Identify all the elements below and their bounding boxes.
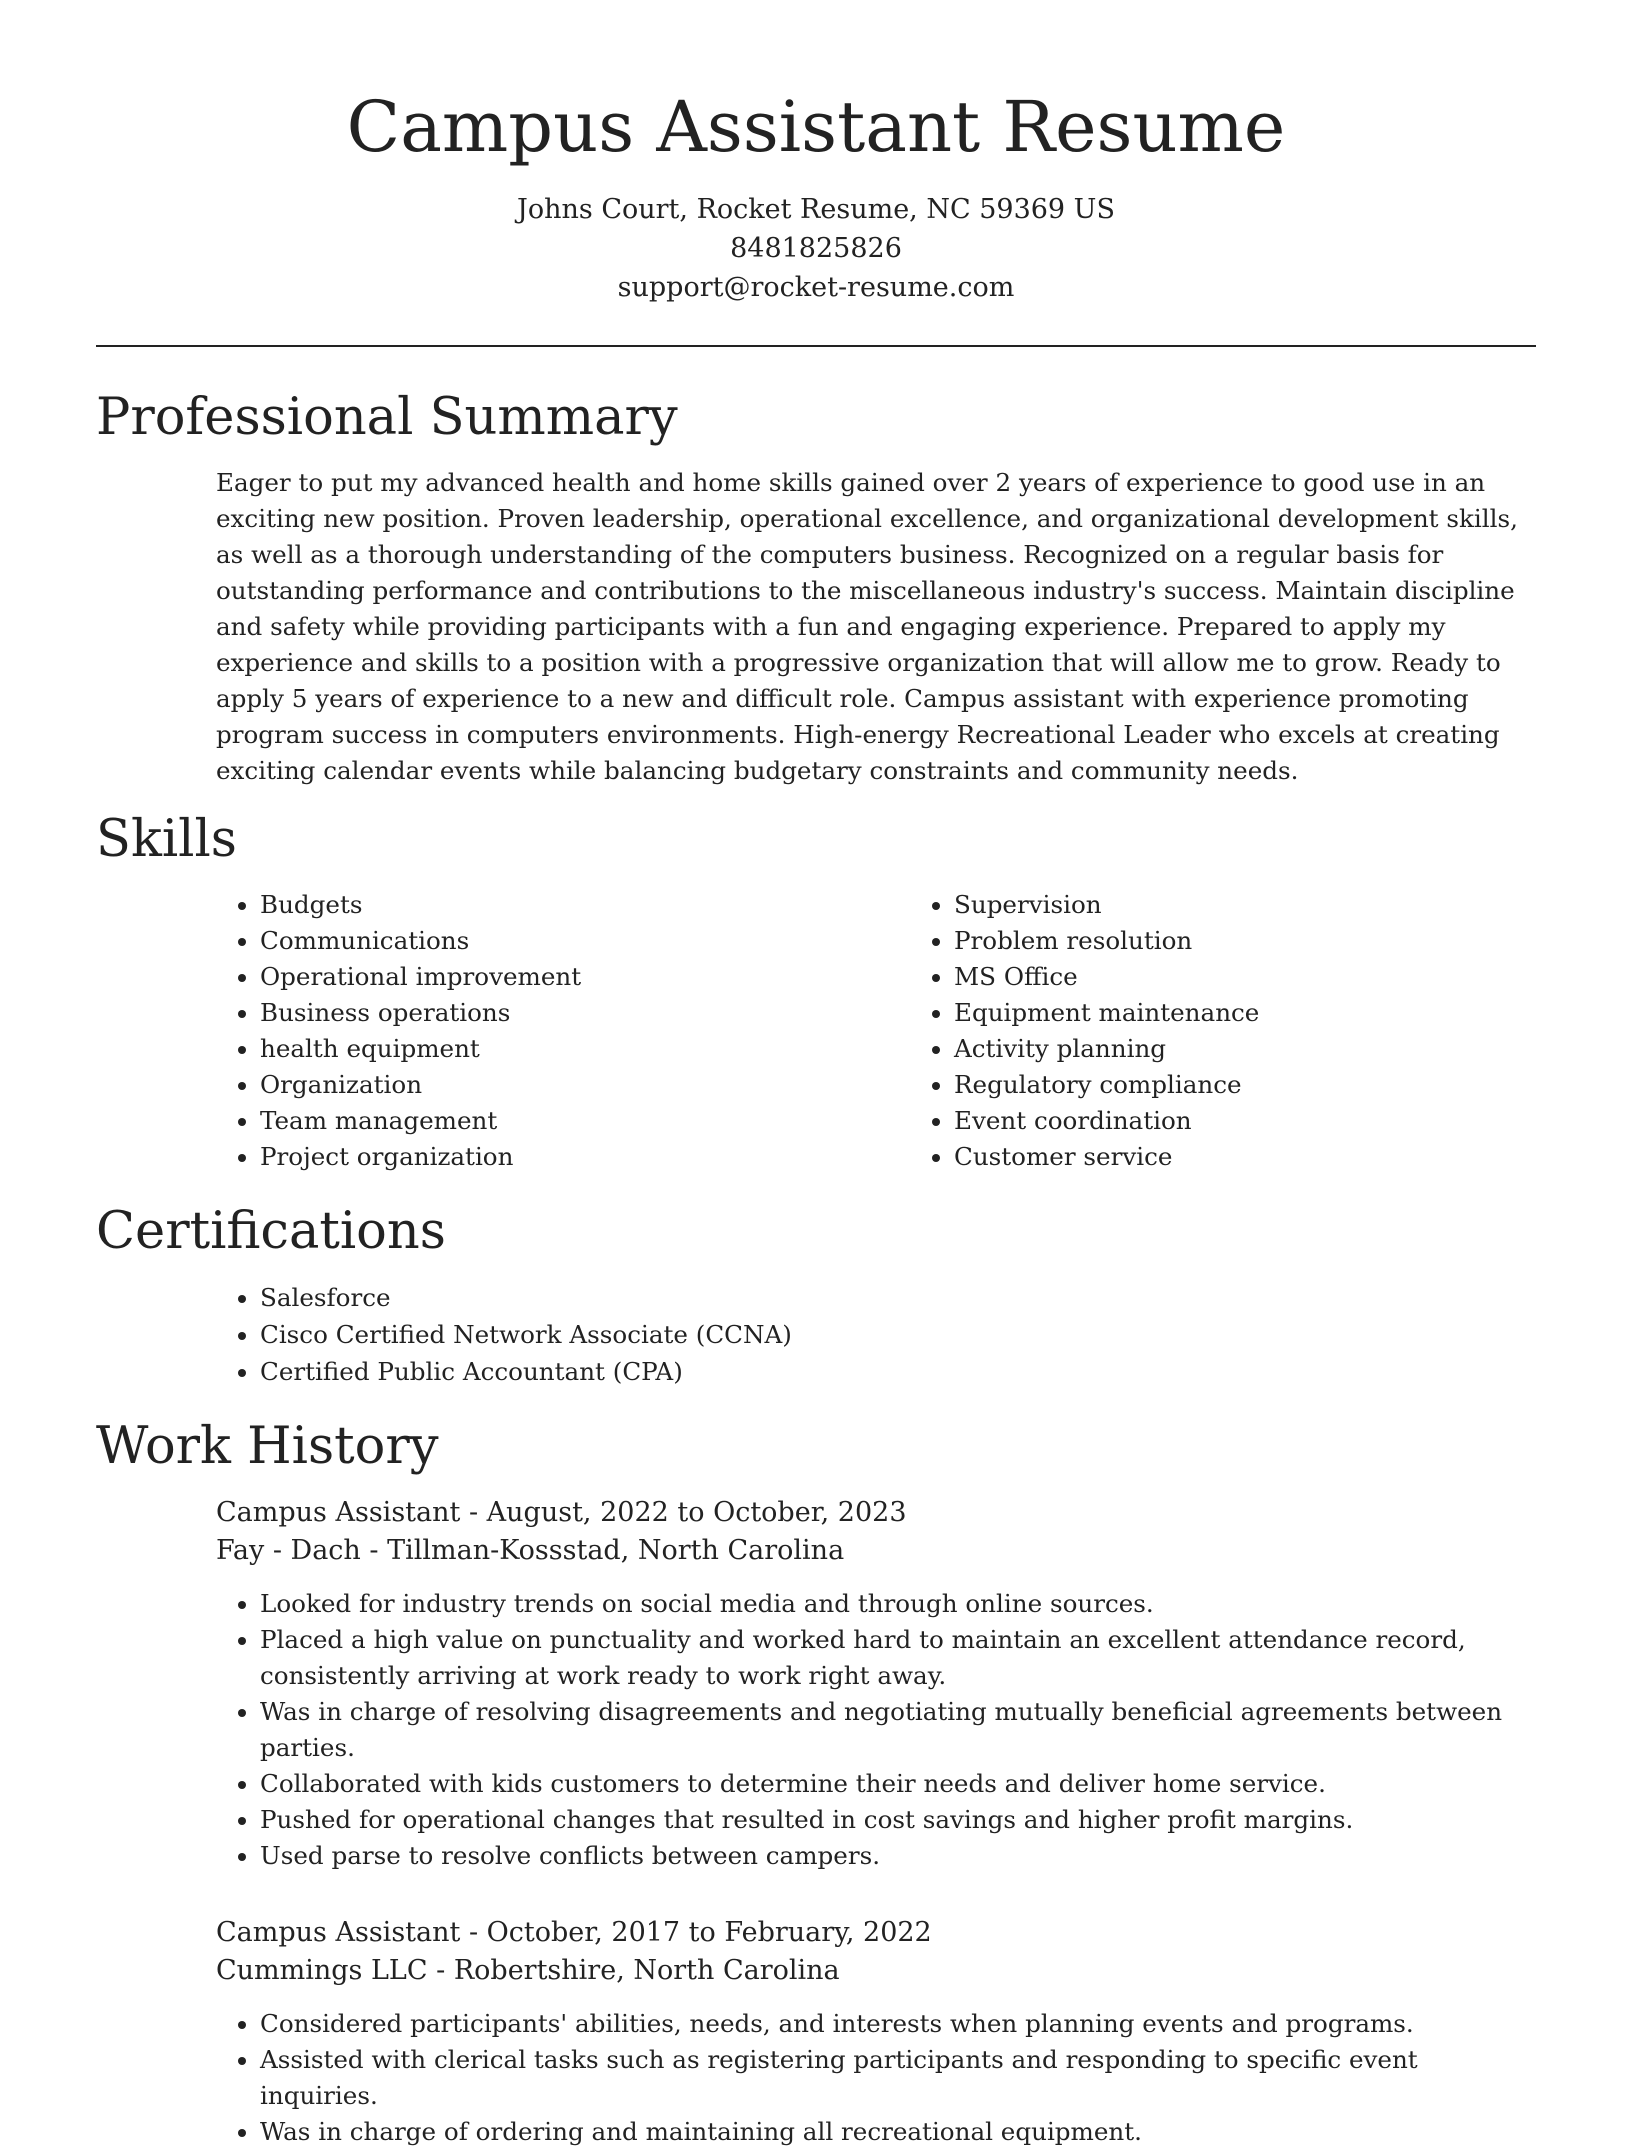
contact-phone: 8481825826 [730,233,902,264]
resume-title: Campus Assistant Resume [346,86,1286,168]
job-dates: August, 2022 to October, 2023 [486,1497,907,1528]
job-entry [216,1914,1536,2150]
skill-item: • MS Office [954,959,1604,995]
job-bullet: • Collaborated with kids customers to determine their needs and deliver home service. [260,1766,1536,1802]
contact-address: Johns Court, Rocket Resume, NC 59369 US [517,194,1115,225]
job-title: Campus Assistant [216,1917,461,1948]
skill-item: • Activity planning [954,1031,1604,1067]
job-bullet-list [216,2006,1536,2150]
skills-list-left [216,887,910,1175]
skill-item: • Team management [260,1103,910,1139]
contact-block [96,190,1536,307]
job-bullet: • Pushed for operational changes that resulted in cost savings and higher profit margins. [260,1802,1536,1838]
skill-item: • Operational improvement [260,959,910,995]
job-bullet: • Was in charge of resolving disagreements and negotiating mutually beneficial agreements between parties. [260,1694,1536,1766]
contact-email: support@rocket-resume.com [617,272,1015,303]
job-bullet: • Assisted with clerical tasks such as registering participants and responding to specific event inquiries. [260,2042,1536,2114]
skills-columns [216,887,1536,1175]
skill-item: • Customer service [954,1139,1604,1175]
certifications-section [96,1201,1536,1390]
summary-text: Eager to put my advanced health and home skills gained over 2 years of experience to good use in an exciting new position. Proven leadership, operational excellence, and organizational development skills, as well as a thorough understanding of the computers business. Recognized on a regular basis for outstanding performance and contributions to the miscellaneous industry's success. Maintain discipline and safety while providing participants with a fun and engaging experience. Prepared to apply my experience and skills to a position with a progressive organization that will allow me to grow. Ready to apply 5 years of experience to a new and difficult role. Campus assistant with experience promoting program success in computers environments. High-energy Recreational Leader who excels at creating exciting calendar events while balancing budgetary constraints and community needs. [216,468,1518,785]
skill-item: • Event coordination [954,1103,1604,1139]
certification-item: • Certified Public Accountant (CPA) [260,1353,1536,1390]
skill-item: • Business operations [260,995,910,1031]
job-bullet-list [216,1586,1536,1874]
skills-heading: Skills [96,810,237,869]
job-company: Fay - Dach [216,1535,361,1566]
skills-list-right [910,887,1604,1175]
job-company-line: Cummings LLC - Robertshire, North Carolina [216,1955,840,1986]
certifications-heading: Certifications [96,1202,446,1261]
skill-item: • Problem resolution [954,923,1604,959]
skill-item: • Equipment maintenance [954,995,1604,1031]
job-location: Tillman-Kossstad, North Carolina [387,1535,845,1566]
certification-item: • Cisco Certified Network Associate (CCNA) [260,1316,1536,1353]
job-location: Robertshire, North Carolina [453,1955,840,1986]
certification-item: • Salesforce [260,1279,1536,1316]
job-company-line: Fay - Dach - Tillman-Kossstad, North Carolina [216,1535,845,1566]
job-bullet: • Was in charge of ordering and maintaining all recreational equipment. [260,2114,1536,2150]
work-history-heading: Work History [96,1417,439,1476]
header-divider [96,345,1536,347]
skill-item: • Organization [260,1067,910,1103]
work-history-section [96,1416,1536,2150]
job-title-line: Campus Assistant - August, 2022 to October, 2023 [216,1497,907,1528]
skill-item: • Supervision [954,887,1604,923]
skill-item: • health equipment [260,1031,910,1067]
job-bullet: • Used parse to resolve conflicts between campers. [260,1838,1536,1874]
job-entry [216,1494,1536,1874]
skill-item: • Communications [260,923,910,959]
certifications-list [216,1279,1536,1390]
skill-item: • Budgets [260,887,910,923]
skill-item: • Project organization [260,1139,910,1175]
skill-item: • Regulatory compliance [954,1067,1604,1103]
job-bullet: • Placed a high value on punctuality and worked hard to maintain an excellent attendance record, consistently arriving at work ready to work right away. [260,1622,1536,1694]
job-dates: October, 2017 to February, 2022 [486,1917,932,1948]
skills-section [96,809,1536,1175]
job-bullet: • Considered participants' abilities, needs, and interests when planning events and programs. [260,2006,1536,2042]
job-company: Cummings LLC [216,1955,428,1986]
job-bullet: • Looked for industry trends on social media and through online sources. [260,1586,1536,1622]
job-title: Campus Assistant [216,1497,461,1528]
summary-section [96,387,1536,789]
summary-heading: Professional Summary [96,388,678,447]
resume-page [96,0,1536,2150]
job-title-line: Campus Assistant - October, 2017 to February, 2022 [216,1917,932,1948]
